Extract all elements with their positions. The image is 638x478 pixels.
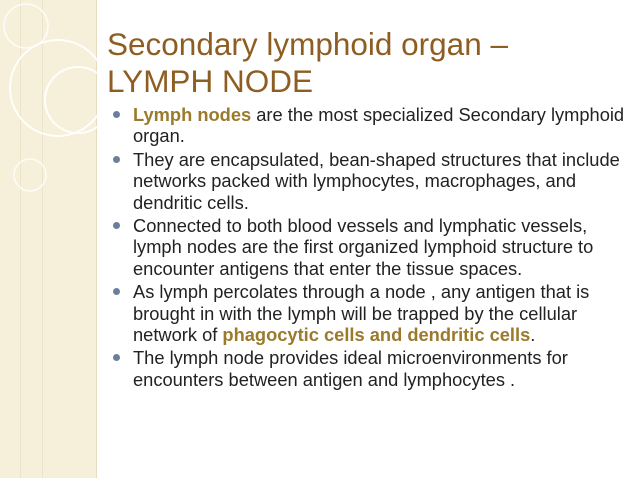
bullet-text: The lymph node provides ideal microenvironments for encounters between antigen and lymphocytes . xyxy=(133,347,568,390)
bullet-text: are the most specialized Secondary lymphoid organ. xyxy=(133,104,625,147)
bullet-item xyxy=(113,347,633,390)
bullet-dot-icon xyxy=(113,111,120,118)
bullet-item xyxy=(113,104,633,147)
bullet-dot-icon xyxy=(113,354,120,361)
slide-title xyxy=(107,26,627,100)
bullet-list xyxy=(113,104,633,392)
deco-circle xyxy=(4,4,48,48)
bullet-text: They are encapsulated, bean-shaped structures that include networks packed with lymphocytes, macrophages, and dendritic cells. xyxy=(133,148,620,213)
title-line-1: Secondary lymphoid organ – xyxy=(107,26,508,62)
title-line-2: LYMPH NODE xyxy=(107,63,313,99)
bullet-text: Connected to both blood vessels and lymphatic vessels, lymph nodes are the first organized lymphoid structure to encounter antigens that enter the tissue spaces. xyxy=(133,215,594,279)
bullet-text: As lymph percolates through a node , any antigen that is brought in with the lymph will be trapped by the cellular network of xyxy=(133,281,590,346)
bullet-item xyxy=(113,215,633,279)
bullet-dot-icon xyxy=(113,288,120,295)
deco-circle xyxy=(14,159,46,191)
deco-circle xyxy=(45,67,111,133)
deco-circle xyxy=(10,40,106,136)
bullet-item xyxy=(113,281,633,345)
bullet-item xyxy=(113,149,633,213)
bullet-dot-icon xyxy=(113,156,120,163)
bullet-dot-icon xyxy=(113,222,120,229)
highlight-text: Lymph nodes xyxy=(133,104,252,125)
bullet-text-end: . xyxy=(530,324,536,346)
highlight-text: phagocytic cells and dendritic cells xyxy=(222,324,531,346)
